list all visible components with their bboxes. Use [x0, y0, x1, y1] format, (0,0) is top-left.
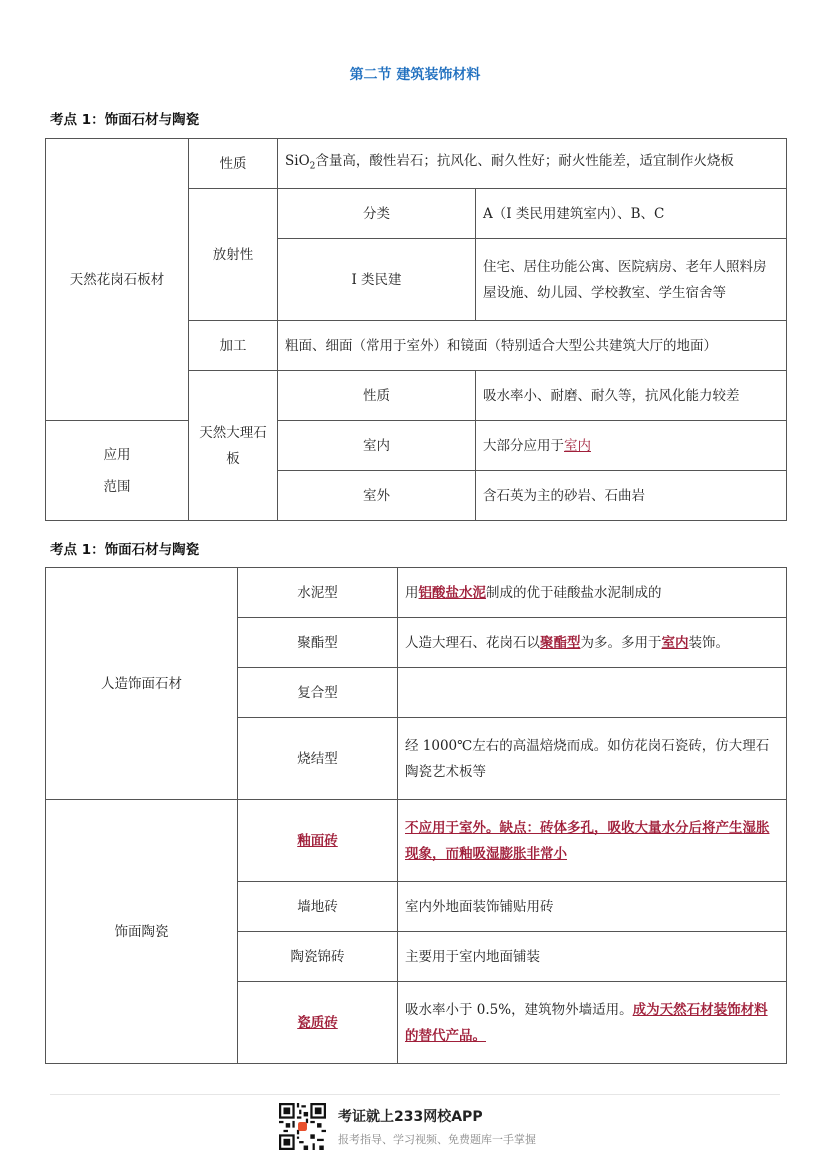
- granite-property-value: SiO$_2$含量高，酸性岩石；抗风化、耐久性好；耐火性能差，适宜制作火烧板: [278, 139, 787, 189]
- marble-outdoor-value: 含石英为主的砂岩、石曲岩: [476, 471, 787, 521]
- floor-tile-value: 室内外地面装饰铺贴用砖: [398, 882, 787, 932]
- composite-label: 复合型: [238, 668, 398, 718]
- marble-name: 天然大理石板: [189, 371, 278, 521]
- granite-property-label: 性质: [189, 139, 278, 189]
- stone-table: [45, 138, 787, 521]
- footer-brand: 考证就上233网校APP: [338, 1109, 483, 1125]
- artificial-ceramic-table: [45, 567, 787, 1064]
- glazed-label: 釉面砖: [238, 800, 398, 882]
- artificial-name: 人造饰面石材: [46, 568, 238, 800]
- section2-heading: 考点 1：饰面石材与陶瓷: [50, 542, 200, 558]
- cement-value: 用铝酸盐水泥制成的优于硅酸盐水泥制成的: [398, 568, 787, 618]
- composite-value: [398, 668, 787, 718]
- marble-property-value: 吸水率小、耐磨、耐久等，抗风化能力较差: [476, 371, 787, 421]
- marble-outdoor-label: 室外: [278, 471, 476, 521]
- polyester-value: 人造大理石、花岗石以聚酯型为多。多用于室内装饰。: [398, 618, 787, 668]
- granite-class-label: 分类: [278, 189, 476, 239]
- marble-indoor-value: 大部分应用于室内: [476, 421, 787, 471]
- footer-slogan: 报考指导、学习视频、免费题库一手掌握: [338, 1133, 536, 1146]
- sintered-label: 烧结型: [238, 718, 398, 800]
- porcelain-label: 瓷质砖: [238, 982, 398, 1064]
- glazed-value: 不应用于室外。缺点：砖体多孔，吸收大量水分后将产生湿胀现象，而釉吸湿膨胀非常小: [398, 800, 787, 882]
- marble-property-label: 性质: [278, 371, 476, 421]
- granite-classI-value: 住宅、居住功能公寓、医院病房、老年人照料房屋设施、幼儿园、学校教室、学生宿舍等: [476, 239, 787, 321]
- polyester-label: 聚酯型: [238, 618, 398, 668]
- floor-tile-label: 墙地砖: [238, 882, 398, 932]
- granite-name: 天然花岗石板材: [46, 139, 189, 421]
- page-title: 第二节 建筑装饰材料: [349, 67, 481, 83]
- marble-scope-label: 应用 范围: [46, 421, 189, 521]
- marble-indoor-label: 室内: [278, 421, 476, 471]
- granite-process-label: 加工: [189, 321, 278, 371]
- cement-label: 水泥型: [238, 568, 398, 618]
- section1-heading: 考点 1：饰面石材与陶瓷: [50, 112, 200, 128]
- sintered-value: 经 1000℃左右的高温焙烧而成。如仿花岗石瓷砖，仿大理石陶瓷艺术板等: [398, 718, 787, 800]
- ceramic-name: 饰面陶瓷: [46, 800, 238, 1064]
- granite-class-value: A（I 类民用建筑室内）、B、C: [476, 189, 787, 239]
- mosaic-value: 主要用于室内地面铺装: [398, 932, 787, 982]
- porcelain-value: 吸水率小于 0.5%，建筑物外墙适用。成为天然石材装饰材料的替代产品。: [398, 982, 787, 1064]
- granite-process-value: 粗面、细面（常用于室外）和镜面（特别适合大型公共建筑大厅的地面）: [278, 321, 787, 371]
- footer-divider: [50, 1094, 780, 1095]
- mosaic-label: 陶瓷锦砖: [238, 932, 398, 982]
- granite-radiation-label: 放射性: [189, 189, 278, 321]
- qr-code-icon: [279, 1103, 326, 1150]
- granite-classI-label: I 类民建: [278, 239, 476, 321]
